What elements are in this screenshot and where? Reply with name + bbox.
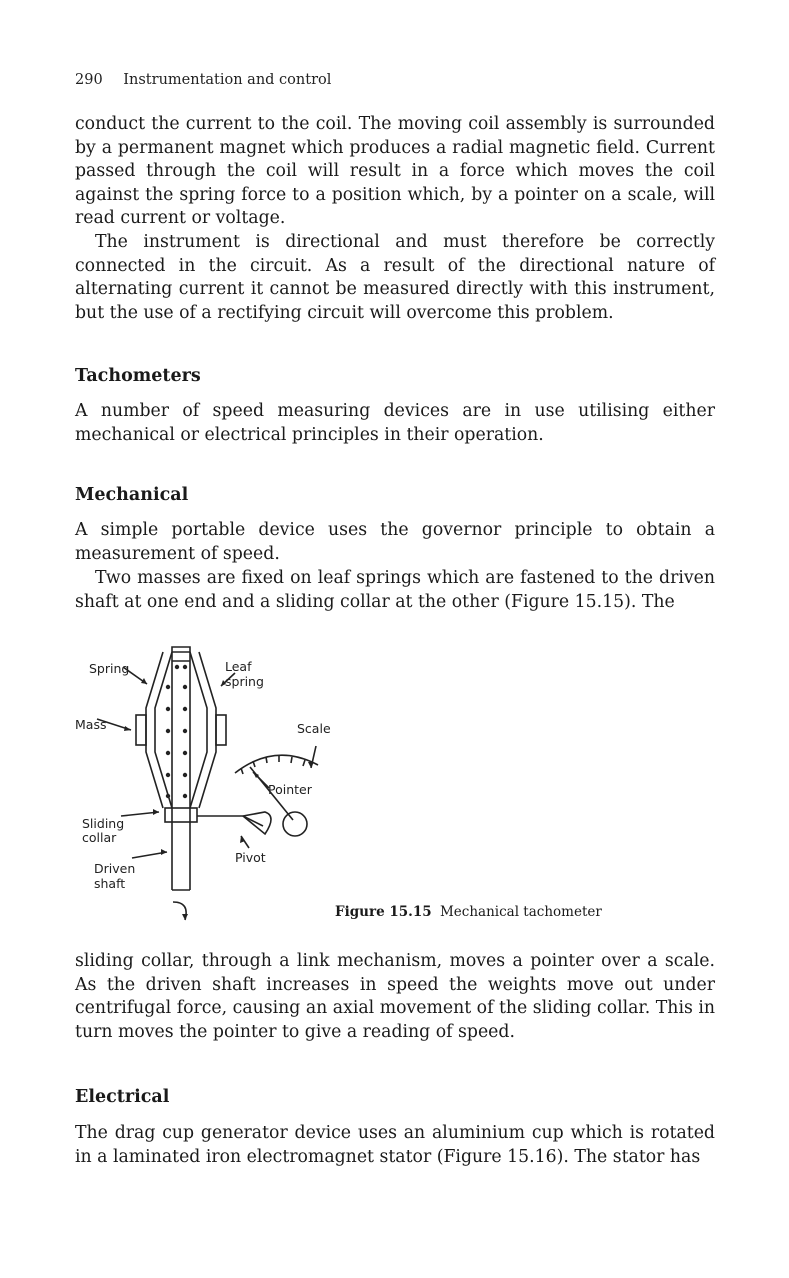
label-mass: Mass [75,717,107,732]
heading-electrical: Electrical [75,1087,170,1107]
label-scale: Scale [297,721,331,736]
right-leaf-spring [190,652,207,808]
figure-caption [335,904,602,920]
sliding-collar [165,808,197,822]
left-mass [136,715,146,745]
running-title: Instrumentation and control [123,72,332,88]
caption-text: Mechanical tachometer [439,904,602,920]
heading-tachometers: Tachometers [75,366,201,386]
label-driven: Driven [94,861,136,876]
label-pointer: Pointer [268,782,312,797]
label-leaf: Leaf [225,659,252,674]
paragraph-drag-cup: The drag cup generator device uses an aluminium cup which is rotated in a laminated iron electromagnet stator (Figure 15.16). The stator has [75,1123,715,1167]
paragraph-directional: The instrument is directional and must therefore be correctly connected in the circuit. As a result of the directional nature of alternating current it cannot be measured directly with this instrument, but the use of a rectifying circuit will overcome this problem. [75,232,715,323]
running-head [75,72,331,88]
paragraph-sliding-collar: sliding collar, through a link mechanism, moves a pointer over a scale. As the driven shaft increases in speed the weights move out under centrifugal force, causing an axial movement of the sliding collar. This in turn moves the pointer to give a reading of speed. [75,951,715,1042]
paragraph-masses: Two masses are fixed on leaf springs which are fastened to the driven shaft at one end and a sliding collar at the other (Figure 15.15). The [75,568,715,612]
heading-mechanical: Mechanical [75,485,189,505]
label-leaf-spring: spring [225,674,264,689]
label-pivot: Pivot [235,850,266,865]
paragraph-governor: A simple portable device uses the governor principle to obtain a measurement of speed. [75,520,715,564]
page-number: 290 [75,72,103,88]
label-driven-shaft: shaft [94,876,126,891]
tachometer-diagram [75,640,735,940]
label-spring: Spring [89,661,130,676]
scale-arc [235,755,318,773]
pointer-dial [283,812,307,836]
paragraph-speed-devices: A number of speed measuring devices are in use utilising either mechanical or electrical principles in their operation. [75,401,715,445]
figure-mechanical-tachometer [75,640,735,940]
label-sliding-collar: collar [82,830,117,845]
caption-number: Figure 15.15 [335,904,432,920]
label-sliding: Sliding [82,816,125,831]
right-mass [216,715,226,745]
paragraph-moving-coil: conduct the current to the coil. The moving coil assembly is surrounded by a permanent magnet which produces a radial magnetic field. Current passed through the coil will result in a force which moves the coil against the spring force to a position which, by a pointer on a scale, will read current or voltage. [75,114,715,228]
